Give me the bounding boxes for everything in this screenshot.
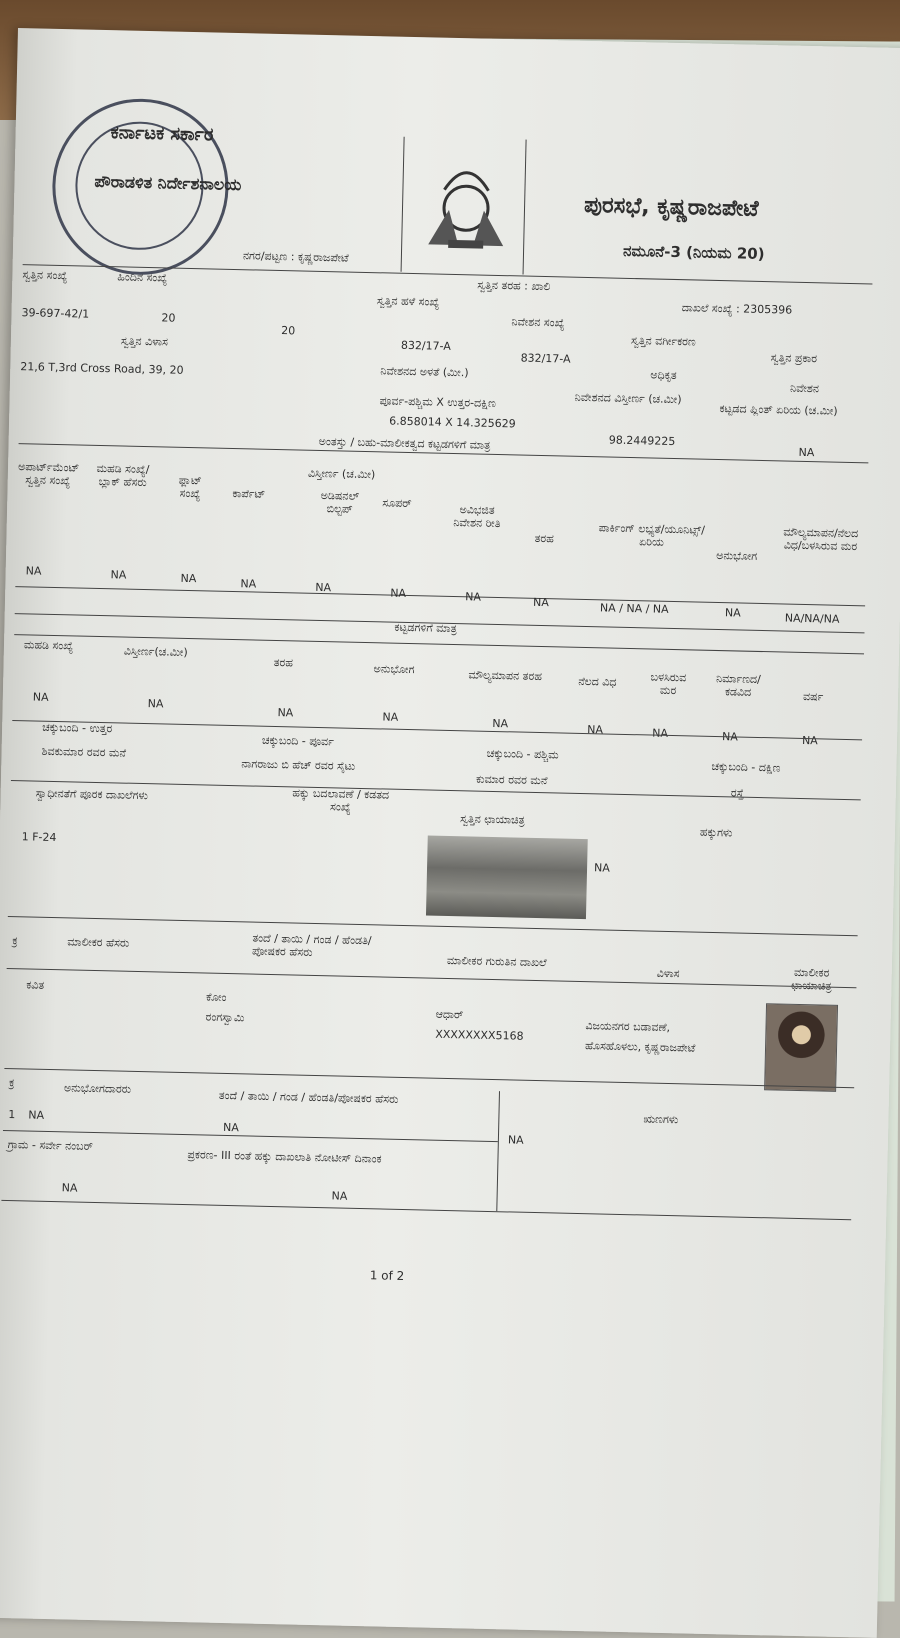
floor-v-super: NA — [390, 586, 407, 600]
liabilities-value: NA — [507, 1133, 524, 1147]
owner-address-line2: ಹೊಸಹೊಳಲು, ಕೃಷ್ಣರಾಜಪೇಟೆ — [584, 1039, 696, 1055]
docs-label: ಸ್ವಾಧೀನತೆಗೆ ಪೂರಕ ದಾಖಲೆಗಳು — [35, 786, 149, 803]
bldg-v-year: NA — [801, 733, 818, 748]
property-type-label: ಸ್ವತ್ತಿನ ತರಹ : ಖಾಲಿ — [477, 278, 551, 294]
property-photo — [426, 836, 588, 920]
owner-address-line1: ವಿಜಯನಗರ ಬಡಾವಣೆ, — [585, 1019, 671, 1035]
site-area-value: 98.2449225 — [608, 433, 676, 449]
state-emblem-icon — [418, 149, 515, 256]
bldg-v-usage: NA — [382, 710, 399, 724]
bldg-h-area: ವಿಸ್ತೀರ್ಣ(ಚ.ಮೀ) — [123, 644, 188, 660]
occupant-relation-label: ತಂದೆ / ತಾಯಿ / ಗಂಡ / ಹೆಂಡತಿ/ಪೋಷಕರ ಹೆಸರು — [218, 1088, 399, 1106]
owner-relation-label: ತಂದೆ / ತಾಯಿ / ಗಂಡ / ಹೆಂಡತಿ/ಪೋಷಕರ ಹೆಸರು — [251, 931, 372, 960]
floor-v-parking: NA / NA / NA — [599, 601, 669, 616]
floor-h-carpet: ಕಾರ್ಪೆಟ್ — [232, 486, 266, 501]
bldg-h-year: ವರ್ಷ — [802, 689, 824, 704]
bldg-h-usage: ಅನುಭೋಗ — [373, 662, 415, 677]
dimensions-value: 6.858014 X 14.325629 — [389, 414, 516, 431]
bldg-v-construction: NA — [721, 730, 739, 744]
survey-number-label: ಗ್ರಾಮ - ಸರ್ವೇ ನಂಬರ್ — [7, 1138, 94, 1153]
survey-number-value: NA — [61, 1181, 78, 1195]
floor-h-apartment: ಅಪಾರ್ಟ್‌ಮೆಂಟ್ ಸ್ವತ್ತಿನ ಸಂಖ್ಯೆ — [17, 460, 80, 488]
dimensions-label: ಪೂರ್ವ-ಪಶ್ಚಿಮ X ಉತ್ತರ-ದಕ್ಷಿಣ — [379, 394, 496, 410]
old-number: 20 — [281, 324, 296, 338]
floor-v-undivided: NA — [465, 590, 482, 604]
bldg-v-floor-type: NA — [587, 723, 604, 737]
floor-v-usage: NA — [724, 606, 741, 620]
rights-value: NA — [593, 861, 611, 875]
occupant-name-label: ಅನುಭೋಗದಾರರು — [63, 1081, 132, 1096]
boundary-west-value: ಕುಮಾರ ರವರ ಮನೆ — [475, 772, 548, 788]
floor-v-carpet: NA — [240, 577, 257, 591]
site-number-2: 832/17-A — [520, 351, 571, 366]
notice-date-label: ಪ್ರಕರಣ- III ರಂತೆ ಹಕ್ಕು ದಾಖಲಾತಿ ನೋಟೀಸ್ ದಿನಾಂಕ — [187, 1148, 382, 1166]
bldg-v-valuation: NA — [492, 716, 509, 731]
owner-id-type: ಆಧಾರ್ — [435, 1007, 464, 1022]
owner-index-label: ಕ್ರ — [12, 934, 18, 948]
label-old-number: ಸ್ವತ್ತಿನ ಹಳೆ ಸಂಖ್ಯೆ — [376, 294, 440, 309]
floor-h-parking: ಪಾರ್ಕಿಂಗ್ ಲಭ್ಯತೆ/ಯೂನಿಟ್ಸ್/ಏರಿಯ — [598, 521, 706, 549]
floor-v-flat: NA — [180, 571, 197, 586]
govt-title: ಕರ್ನಾಟಕ ಸರ್ಕಾರ — [110, 122, 214, 146]
bldg-h-floor-type: ನೆಲದ ವಿಧ — [578, 674, 617, 689]
floor-section-title: ಅಂತಸ್ತು / ಬಹು-ಮಾಲೀಕತ್ವದ ಕಟ್ಟಡಗಳಿಗೆ ಮಾತ್ರ — [318, 434, 491, 452]
floor-h-valuation: ಮೌಲ್ಯಮಾಪನ/ನೆಲದ ವಿಧ/ಬಳಸಿರುವ ಮರ — [783, 525, 859, 554]
owner-id-label: ಮಾಲೀಕರ ಗುರುತಿನ ದಾಖಲೆ — [446, 953, 547, 970]
city-label: ನಗರ/ಪಟ್ಟಣ : ಕೃಷ್ಣರಾಜಪೇಟೆ — [242, 249, 349, 265]
building-section-title: ಕಟ್ಟಡಗಳಿಗೆ ಮಾತ್ರ — [394, 620, 458, 636]
floor-v-apartment: NA — [25, 564, 42, 578]
form-number: ನಮೂನೆ-3 (ನಿಯಮ 20) — [622, 241, 765, 263]
bldg-v-wood: NA — [652, 726, 669, 740]
bldg-v-floor: NA — [32, 690, 49, 704]
owner-relation-prefix: ಕೋಂ — [205, 990, 227, 1004]
floor-v-floor-block: NA — [110, 568, 127, 582]
property-address: 21,6 T,3rd Cross Road, 39, 20 — [20, 360, 184, 377]
property-number: 39-697-42/1 — [21, 306, 90, 321]
label-property-number: ಸ್ವತ್ತಿನ ಸಂಖ್ಯೆ — [22, 268, 68, 283]
floor-h-additional: ಅಡಿಷನಲ್ ಬಿಲ್ಟಪ್ — [320, 488, 360, 516]
owner-portrait — [764, 1003, 838, 1092]
label-plinth-area: ಕಟ್ಟಡದ ಪ್ಲಿಂತ್ ಏರಿಯ (ಚ.ಮೀ) — [719, 402, 838, 418]
occupant-name: NA — [28, 1108, 45, 1122]
site-number: 832/17-A — [400, 338, 451, 353]
document-sheet — [0, 28, 900, 1638]
directorate-title: ಪೌರಾಡಳಿತ ನಿರ್ದೇಶನಾಲಯ — [94, 171, 242, 195]
floor-v-type: NA — [532, 595, 550, 610]
bldg-v-area: NA — [147, 697, 164, 711]
label-site-area: ನಿವೇಶನದ ವಿಸ್ತೀರ್ಣ (ಚ.ಮೀ) — [574, 390, 682, 407]
boundary-north-label: ಚಕ್ಕುಬಂದಿ - ಉತ್ತರ — [41, 720, 113, 736]
boundary-west-label: ಚಕ್ಕುಬಂದಿ - ಪಶ್ಚಿಮ — [486, 746, 559, 762]
floor-h-type: ತರಹ — [534, 531, 554, 546]
occupant-index: 1 — [8, 1108, 16, 1122]
property-kind-value: ನಿವೇಶನ — [789, 381, 820, 396]
page-number: 1 of 2 — [369, 1268, 405, 1284]
owner-address-label: ವಿಳಾಸ — [656, 966, 680, 981]
floor-h-super: ಸೂಪರ್ — [382, 496, 412, 511]
bldg-h-valuation: ಮೌಲ್ಯಮಾಪನ ತರಹ — [468, 668, 543, 684]
floor-h-floor-block: ಮಹಡಿ ಸಂಖ್ಯೆ/ಬ್ಲಾಕ್ ಹೆಸರು — [96, 461, 150, 490]
label-classification: ಸ್ವತ್ತಿನ ವರ್ಗೀಕರಣ — [630, 333, 696, 349]
bldg-v-type: NA — [277, 706, 294, 720]
mutation-label: ಹಕ್ಕು ಬದಲಾವಣೆ / ಕಡತದ ಸಂಖ್ಯೆ — [292, 786, 390, 814]
owner-id-value: XXXXXXXX5168 — [435, 1027, 524, 1043]
notice-date-value: NA — [331, 1189, 348, 1203]
receipt-number: ದಾಖಲೆ ಸಂಖ್ಯೆ : 2305396 — [681, 301, 793, 317]
boundary-south-value: ರಸ್ತೆ — [730, 786, 745, 800]
label-site-number: ನಿವೇಶನ ಸಂಖ್ಯೆ — [511, 315, 565, 330]
label-address: ಸ್ವತ್ತಿನ ವಿಳಾಸ — [120, 334, 169, 349]
boundary-east-value: ನಾಗರಾಜು ಬಿ ಹೆಚ್ ರವರ ಸೈಟು — [241, 757, 356, 773]
docs-value: 1 F-24 — [21, 830, 57, 845]
owner-relation-name: ರಂಗಸ್ವಾಮಿ — [205, 1010, 245, 1025]
occupant-index-label: ಕ್ರ — [8, 1076, 15, 1090]
floor-h-flat: ಫ್ಲಾಟ್ ಸಂಖ್ಯೆ — [178, 473, 202, 501]
bldg-h-wood: ಬಳಸಿರುವ ಮರ — [650, 670, 687, 698]
bldg-h-floor: ಮಹಡಿ ಸಂಖ್ಯೆ — [23, 638, 74, 653]
floor-v-additional: NA — [315, 580, 332, 595]
floor-h-usage: ಅನುಭೋಗ — [716, 548, 758, 563]
floor-area-group: ವಿಸ್ತೀರ್ಣ (ಚ.ಮೀ) — [307, 466, 376, 482]
floor-h-undivided: ಅವಿಭಜಿತ ನಿವೇಶನ ರೀತಿ — [453, 503, 501, 531]
municipality-title: ಪುರಸಭೆ, ಕೃಷ್ಣರಾಜಪೇಟೆ — [583, 192, 759, 222]
plinth-area-value: NA — [798, 445, 815, 460]
boundary-north-value: ಶಿವಕುಮಾರ ರವರ ಮನೆ — [41, 744, 127, 760]
label-previous-number: ಹಿಂದಿನ ಸಂಖ್ಯೆ — [117, 270, 168, 285]
owner-name-label: ಮಾಲೀಕರ ಹೆಸರು — [67, 935, 130, 950]
bldg-h-type: ತರಹ — [273, 655, 294, 670]
form-page — [2, 68, 877, 1284]
photo-label: ಸ್ವತ್ತಿನ ಛಾಯಾಚಿತ್ರ — [460, 812, 525, 827]
classification-value: ಅಧಿಕೃತ — [650, 368, 677, 383]
floor-v-valuation: NA/NA/NA — [784, 611, 840, 626]
occupant-relation: NA — [222, 1120, 240, 1135]
label-property-kind: ಸ್ವತ್ತಿನ ಪ್ರಕಾರ — [770, 351, 818, 366]
owner-photo-label: ಮಾಲೀಕರ ಛಾಯಾಚಿತ್ರ — [791, 965, 832, 993]
rights-label: ಹಕ್ಕುಗಳು — [699, 825, 733, 840]
owner-name: ಕವಿತ — [26, 978, 45, 992]
previous-number: 20 — [161, 311, 176, 325]
label-site-dimensions: ನಿವೇಶನದ ಅಳತೆ (ಮೀ.) — [380, 364, 469, 380]
bldg-h-construction: ನಿರ್ಮಾಣದ/ಕಡವಿದ — [715, 672, 761, 699]
liabilities-label: ಋಣಗಳು — [643, 1112, 679, 1127]
boundary-east-label: ಚಕ್ಕುಬಂದಿ - ಪೂರ್ವ — [261, 733, 335, 749]
boundary-south-label: ಚಕ್ಕುಬಂದಿ - ದಕ್ಷಿಣ — [711, 759, 781, 775]
